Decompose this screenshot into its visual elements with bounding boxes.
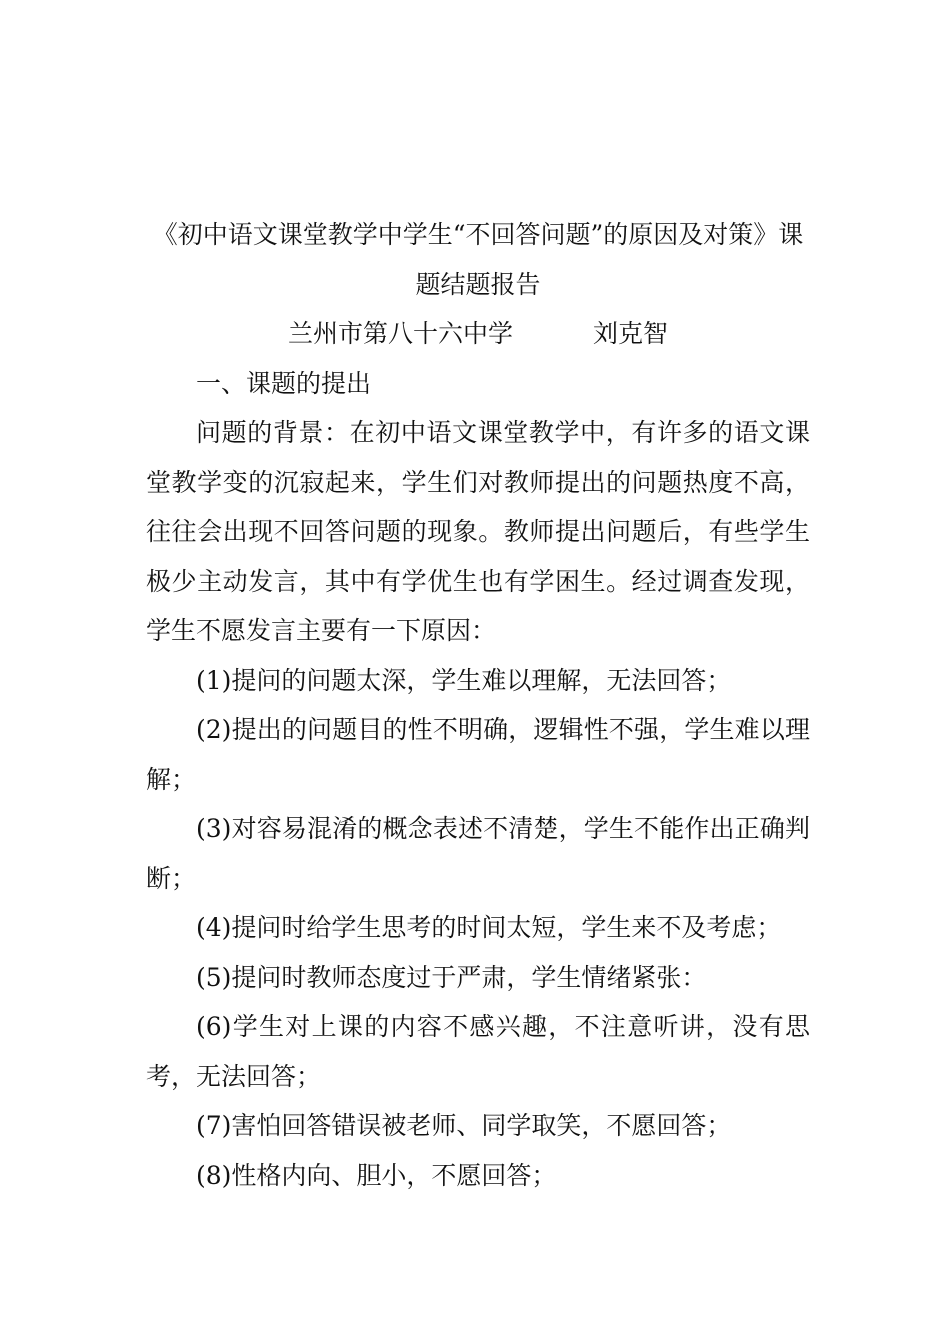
author-name: 刘克智 [593, 319, 669, 348]
reason-item: (5)提问时教师态度过于严肃，学生情绪紧张： [196, 962, 707, 992]
document-title: 《初中语文课堂教学中学生“不回答问题”的原因及对策》课题结题报告 [152, 220, 804, 299]
reason-item: (8)性格内向、胆小，不愿回答； [196, 1160, 557, 1190]
reason-item: (7)害怕回答错误被老师、同学取笑，不愿回答； [196, 1111, 732, 1140]
section-heading: 一、课题的提出 [196, 368, 372, 398]
reason-item: (6)学生对上课的内容不感兴趣，不注意听讲，没有思考，无法回答； [146, 1012, 810, 1091]
school-name: 兰州市第八十六中学 [287, 319, 513, 348]
reason-item: (4)提问时给学生思考的时间太短，学生来不及考虑； [196, 913, 782, 942]
reason-item: (3)对容易混淆的概念表述不清楚，学生不能作出正确判断； [146, 814, 810, 893]
background-paragraph: 问题的背景：在初中语文课堂教学中，有许多的语文课堂教学变的沉寂起来，学生们对教师提出的问题热度不高，往往会出现不回答问题的现象。教师提出问题后，有些学生极少主动发言，其中有学优生也有学困生。经过调查发现，学生不愿发言主要有一下原因： [146, 418, 810, 645]
reason-item: (1)提问的问题太深，学生难以理解，无法回答； [196, 665, 732, 695]
byline [146, 309, 810, 359]
document-body [146, 210, 810, 1200]
reason-item: (2)提出的问题目的性不明确，逻辑性不强，学生难以理解； [146, 715, 810, 794]
